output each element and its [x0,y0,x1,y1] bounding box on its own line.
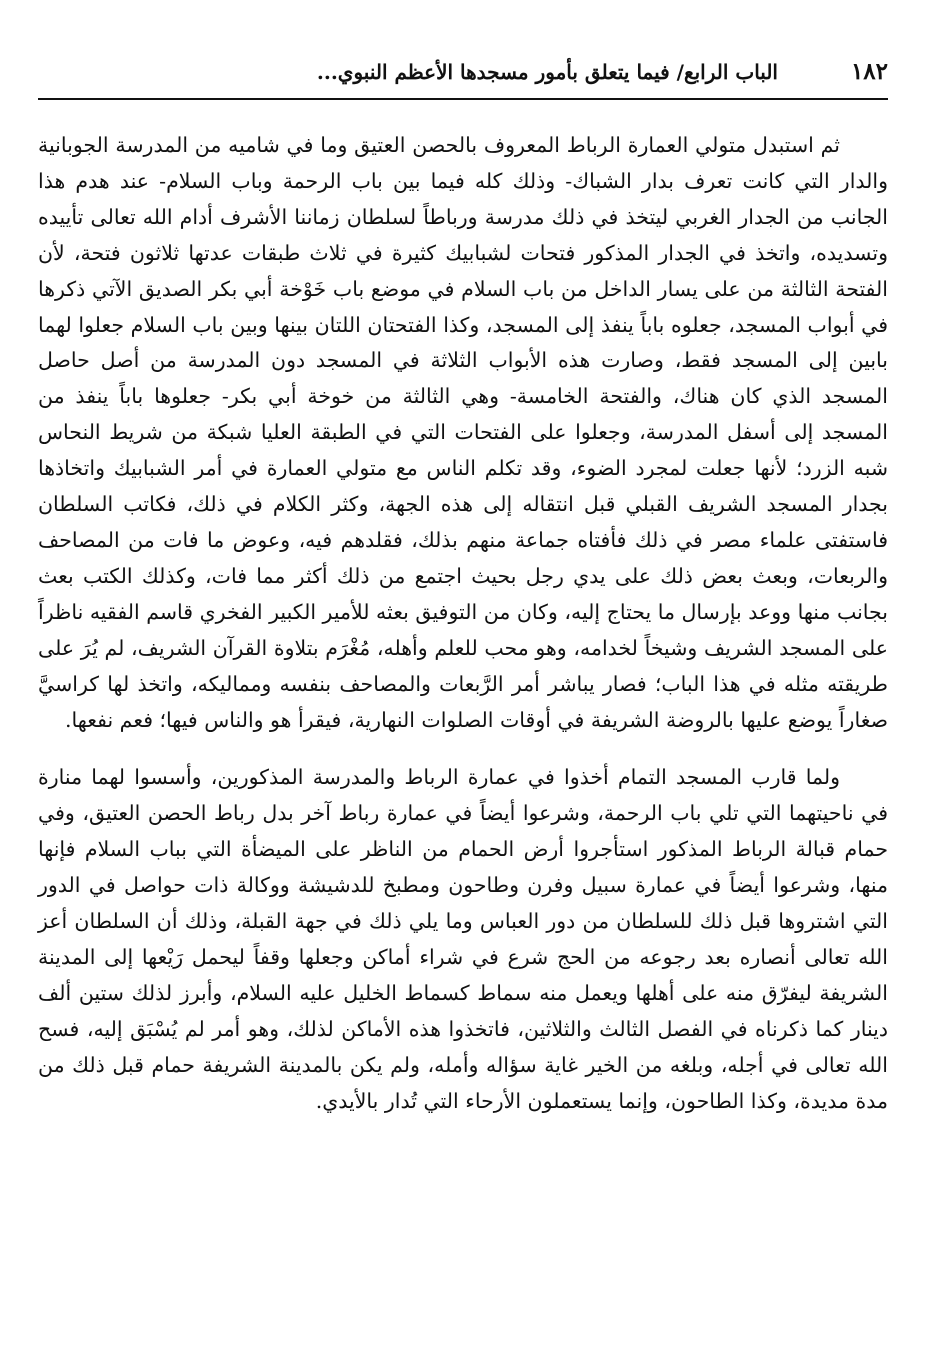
running-header [38,52,888,100]
paragraph: ولما قارب المسجد التمام أخذوا في عمارة الرباط والمدرسة المذكورين، وأسسوا لهما منارة في ناحيتهما التي تلي باب الرحمة، وشرعوا أيضاً في عمارة رباط آخر بدل رباط الحصن العتيق، وفي حمام قبالة الرباط المذكور استأجروا أرض الحمام من الناظر على الميضأة التي بباب السلام فإنها منها، وشرعوا أيضاً في عمارة سبيل وفرن وطاحون ومطبخ للدشيشة ووكالة ذات حواصل في الدور التي اشتروها قبل ذلك للسلطان من دور العباس وما يلي ذلك في جهة القبلة، وذلك أن السلطان أعز الله تعالى أنصاره بعد رجوعه من الحج شرع في شراء أماكن وجعلها وقفاً ليحمل رَيْعها إلى المدينة الشريفة ليفرّق منه على أهلها ويعمل منه سماط كسماط الخليل عليه السلام، وأبرز لذلك ستين ألف دينار كما ذكرناه في الفصل الثالث والثلاثين، فاتخذوا هذه الأماكن لذلك، وهو أمر لم يُسْبَق إليه، فسح الله تعالى في أجله، وبلغه من الخير غاية سؤاله وأمله، ولم يكن بالمدينة الشريفة حمام قبل ذلك من مدة مديدة، وكذا الطاحون، وإنما يستعملون الأرحاء التي تُدار بالأيدي. [38,765,888,1113]
chapter-title: الباب الرابع/ فيما يتعلق بأمور مسجدها الأعظم النبوي... [316,60,778,84]
paragraph: ثم استبدل متولي العمارة الرباط المعروف بالحصن العتيق وما في شاميه من المدرسة الجوبانية والدار التي كانت تعرف بدار الشباك- وذلك كله فيما بين باب الرحمة وباب السلام- عند هدم هذا الجانب من الجدار الغربي ليتخذ في ذلك مدرسة ورباطاً لسلطان زماننا الأشرف أدام الله تعالى تأييده وتسديده، واتخذ في الجدار المذكور فتحات لشبابيك كثيرة في ثلاث طبقات عدتها ثلاثون فتحة، لأن الفتحة الثالثة من على يسار الداخل من باب السلام في موضع باب خَوْخة أبي بكر الصديق الآتي ذكرها في أبواب المسجد، جعلوه باباً ينفذ إلى المسجد، وكذا الفتحتان اللتان بينها وبين باب السلام جعلوا لهما بابين إلى المسجد فقط، وصارت هذه الأبواب الثلاثة في المسجد دون المدرسة من أصل حاصل المسجد الذي كان هناك، والفتحة الخامسة- وهي الثالثة من خوخة أبي بكر- جعلوها باباً ينفذ من المسجد إلى أسفل المدرسة، وجعلوا على الفتحات التي في الطبقة العليا شبكة من شريط النحاس شبه الزرد؛ لأنها جعلت لمجرد الضوء، وقد تكلم الناس مع متولي العمارة في أمر الشبابيك واتخاذها بجدار المسجد الشريف القبلي قبل انتقاله إلى هذه الجهة، وكثر الكلام في ذلك، فكاتب السلطان فاستفتى علماء مصر في ذلك فأفتاه جماعة منهم بذلك، فقلدهم فيه، وعوض ما فات من المصاحف والربعات، وبعث بعض ذلك على يدي رجل بحيث اجتمع من ذلك أكثر مما فات، وكذلك الكتب بعث بجانب منها ووعد بإرسال ما يحتاج إليه، وكان من التوفيق بعثه للأمير الكبير الفخري قاسم الفقيه ناظراً على المسجد الشريف وشيخاً لخدامه، وهو محب للعلم وأهله، مُغْرَم بتلاوة القرآن الشريف، لم يُرَ على طريقته مثله في هذا الباب؛ فصار يباشر أمر الرَّبعات والمصاحف بنفسه ومماليكه، واتخذ لها كراسيَّ صغاراً يوضع عليها بالروضة الشريفة في أوقات الصلوات النهارية، فيقرأ هو والناس فيها؛ فعم نفعها. [38,133,888,732]
page-number: ١٨٢ [850,58,888,85]
body-text [38,128,888,1119]
header-divider [38,98,888,100]
